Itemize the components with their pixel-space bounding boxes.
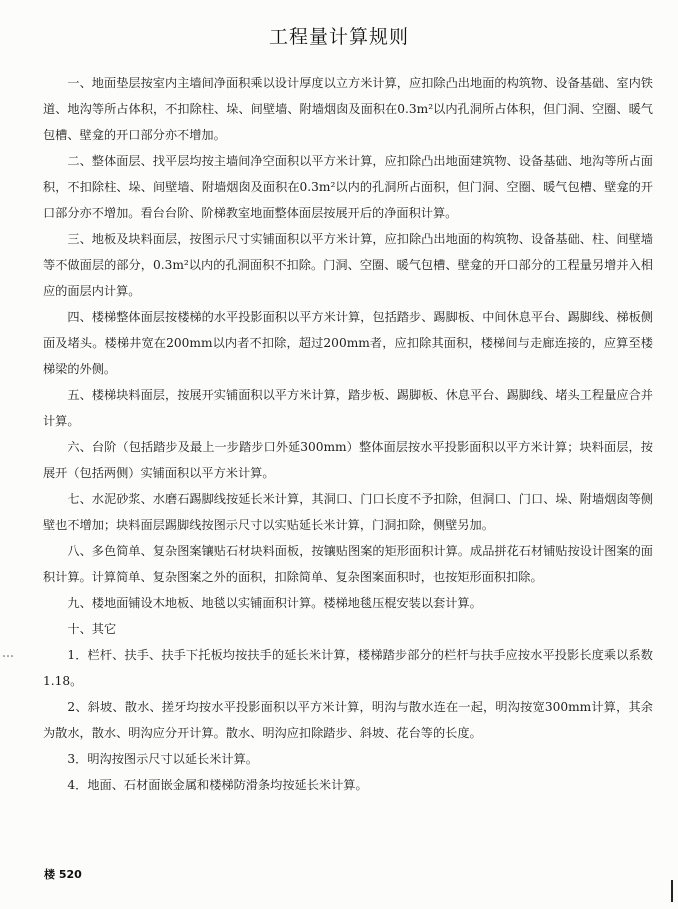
paragraph-3: 三、地板及块料面层，按图示尺寸实铺面积以平方米计算，应扣除凸出地面的构筑物、设备基础、柱、间壁墙等不做面层的部分，0.3m²以内的孔洞面积不扣除。门洞、空圈、暖气包槽、壁龛的开口部分的工程量另增并入相应的面层内计算。 — [43, 232, 653, 298]
paragraph-1: 一、地面垫层按室内主墙间净面积乘以设计厚度以立方米计算，应扣除凸出地面的构筑物、设备基础、室内铁道、地沟等所占体积，不扣除柱、垛、间壁墙、附墙烟囱及面积在0.3m²以内孔洞所占体积，但门洞、空圈、暖气包槽、壁龛的开口部分亦不增加。 — [43, 76, 653, 142]
paragraph-5: 五、楼梯块料面层，按展开实铺面积以平方米计算，踏步板、踢脚板、休息平台、踢脚线、堵头工程量应合并计算。 — [43, 388, 653, 428]
page-number: 楼 520 — [44, 868, 82, 881]
document-body — [43, 70, 653, 798]
paragraph-6: 六、台阶（包括踏步及最上一步踏步口外延300mm）整体面层按水平投影面积以平方米计算；块料面层，按展开（包括两侧）实铺面积以平方米计算。 — [43, 440, 653, 480]
sub-item-1: 1．栏杆、扶手、扶手下托板均按扶手的延长米计算，楼梯踏步部分的栏杆与扶手应按水平投影长度乘以系数1.18。 — [43, 648, 653, 688]
paragraph-7: 七、水泥砂浆、水磨石踢脚线按延长米计算，其洞口、门口长度不予扣除，但洞口、门口、垛、附墙烟囱等侧壁也不增加；块料面层踢脚线按图示尺寸以实贴延长米计算，门洞扣除，侧壁另加。 — [43, 492, 653, 532]
sub-item-2: 2、斜坡、散水、搓牙均按水平投影面积以平方米计算，明沟与散水连在一起，明沟按宽300mm计算，其余为散水，散水、明沟应分开计算。散水、明沟应扣除踏步、斜坡、花台等的长度。 — [43, 700, 653, 740]
paragraph-2: 二、整体面层、找平层均按主墙间净空面积以平方米计算，应扣除凸出地面建筑物、设备基础、地沟等所占面积，不扣除柱、垛、间壁墙、附墙烟囱及面积在0.3m²以内的孔洞所占面积，但门洞、空圈、暖气包槽、壁龛的开口部分亦不增加。看台台阶、阶梯教室地面整体面层按展开后的净面积计算。 — [43, 154, 653, 220]
margin-dots — [2, 652, 16, 660]
paragraph-4: 四、楼梯整体面层按楼梯的水平投影面积以平方米计算，包括踏步、踢脚板、中间休息平台、踢脚线、梯板侧面及堵头。楼梯井宽在200mm以内者不扣除，超过200mm者，应扣除其面积，楼梯间与走廊连接的，应算至楼梯梁的外侧。 — [43, 310, 653, 376]
page-title: 工程量计算规则 — [268, 26, 409, 48]
sub-item-3: 3．明沟按图示尺寸以延长米计算。 — [67, 752, 258, 766]
paragraph-9: 九、楼地面铺设木地板、地毯以实铺面积计算。楼梯地毯压棍安装以套计算。 — [67, 596, 482, 610]
paragraph-10: 十、其它 — [67, 622, 117, 636]
sub-item-4: 4．地面、石材面嵌金属和楼梯防滑条均按延长米计算。 — [67, 778, 368, 792]
scan-edge-mark — [671, 880, 673, 902]
paragraph-8: 八、多色简单、复杂图案镶贴石材块料面板，按镶贴图案的矩形面积计算。成品拼花石材铺贴按设计图案的面积计算。计算简单、复杂图案之外的面积，扣除简单、复杂图案面积时，也按矩形面积扣除。 — [43, 544, 653, 584]
